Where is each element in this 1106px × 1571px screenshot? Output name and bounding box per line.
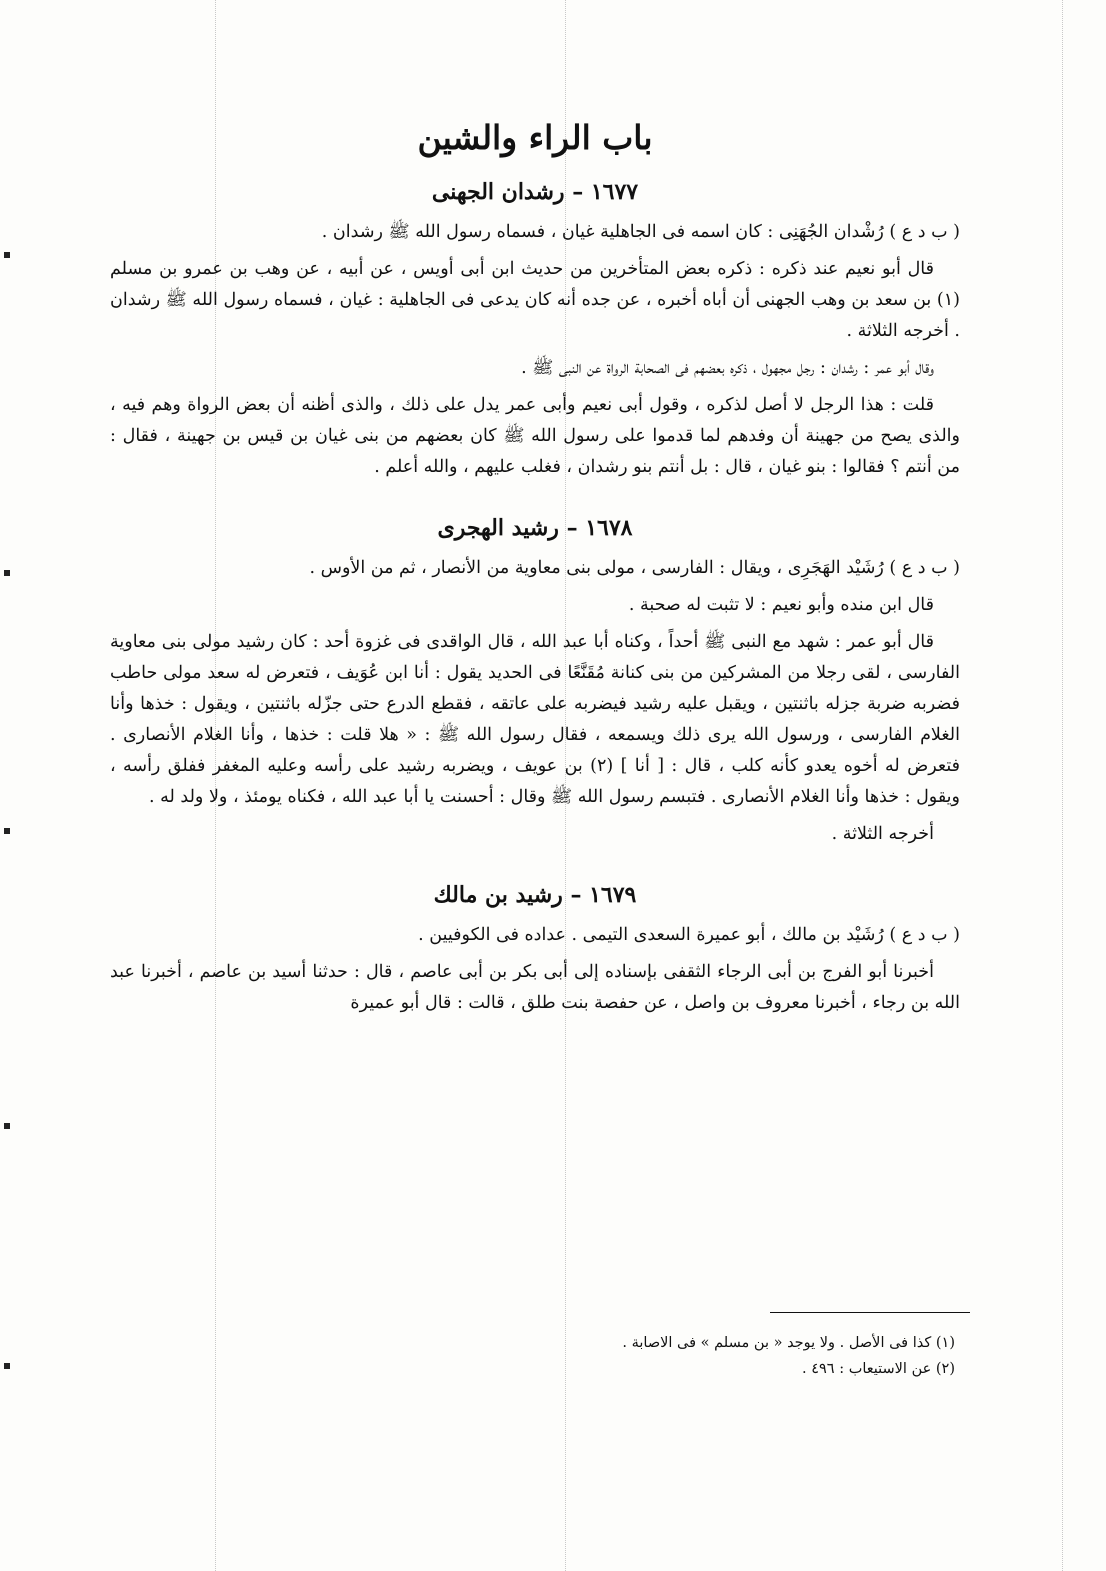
scan-mark [4, 1123, 10, 1129]
footnote: (١) كذا فى الأصل . ولا يوجد « بن مسلم » فى الاصابة . [622, 1335, 955, 1351]
entry-paragraph: وقال أبو عمر : رشدان : رجل مجهول ، ذكره بعضهم فى الصحابة الرواة عن النبى ﷺ . [521, 358, 934, 378]
scan-mark [4, 1363, 10, 1369]
scan-mark [4, 570, 10, 576]
chapter-title: باب الراء والشين [417, 118, 653, 157]
entry-paragraph: قال ابن منده وأبو نعيم : لا تثبت له صحبة . [628, 595, 934, 615]
entry-heading: ١٦٧٩ – رشيد بن مالك [433, 882, 637, 908]
entry-1678 [110, 515, 960, 850]
scan-dotted-line [1062, 0, 1064, 1571]
scan-mark [4, 828, 10, 834]
entry-paragraph: أخبرنا أبو الفرج بن أبى الرجاء الثقفى بإسناده إلى أبى بكر بن أبى عاصم ، قال : حدثنا أسيد بن عاصم ، أخبرنا عبد الله بن رجاء ، أخبرنا معروف بن واصل ، عن حفصة بنت طلق ، قالت : قال أبو عميرة [110, 962, 960, 1013]
entry-1679 [110, 882, 960, 1019]
entry-paragraph: قال أبو عمر : شهد مع النبى ﷺ أحداً ، وكناه أبا عبد الله ، قال الواقدى فى غزوة أحد : كان رشيد مولى بنى معاوية الفارسى ، لقى رجلا من المشركين من بنى كنانة مُقَنَّعًا فى الحديد يقول : أنا ابن عُوَيف ، فتعرض له سعد مولى حاطب فضربه ضربة جزله باثنتين ، ويقبل عليه رشيد فيضربه على عاتقه ، فقطع الدرع حتى جزّله باثنتين ، ويقول : خذها وأنا الغلام الفارسى ، ورسول الله يرى ذلك ويسمعه ، فقال رسول الله ﷺ : « هلا قلت : خذها ، وأنا الغلام الأنصارى . فتعرض له أخوه يعدو كأنه كلب ، قال : [ أنا ] (٢) بن عويف ، ويضربه رشيد على رأسه وعليه المغفر ففلق رأسه ، ويقول : خذها وأنا الغلام الأنصارى . فتبسم رسول الله ﷺ وقال : أحسنت يا أبا عبد الله ، فكناه يومئذ ، ولا ولد له . [110, 632, 960, 807]
footnotes [500, 1330, 955, 1382]
entry-paragraph: ( ب د ع ) رُشَيْد بن مالك ، أبو عميرة السعدى التيمى . عداده فى الكوفيين . [418, 925, 960, 945]
entry-paragraph: ( ب د ع ) رُشَيْد الهَجَرِى ، ويقال : الفارسى ، مولى بنى معاوية من الأنصار ، ثم من الأوس . [309, 558, 960, 578]
entry-paragraph: ( ب د ع ) رُشْدان الجُهَنِى : كان اسمه فى الجاهلية غيان ، فسماه رسول الله ﷺ رشدان . [321, 222, 960, 242]
entry-paragraph: أخرجه الثلاثة . [831, 824, 934, 844]
page-body [110, 118, 960, 1025]
entry-paragraph: قلت : هذا الرجل لا أصل لذكره ، وقول أبى نعيم وأبى عمر يدل على ذلك ، والذى أظنه أن بعض الرواة وهم فيه ، والذى يصح من جهينة أن وفدهم لما قدموا على رسول الله ﷺ كان بعضهم من بنى غيان بن قيس بن جهينة ، فقال : من أنتم ؟ فقالوا : بنو غيان ، قال : بل أنتم بنو رشدان ، فغلب عليهم ، والله أعلم . [110, 395, 960, 477]
entry-heading: ١٦٧٧ – رشدان الجهنى [431, 179, 639, 205]
entry-paragraph: قال أبو نعيم عند ذكره : ذكره بعض المتأخرين من حديث ابن أبى أويس ، عن أبيه ، عن وهب بن عمرو بن مسلم (١) بن سعد بن وهب الجهنى أن أباه أخبره ، عن جده أنه كان يدعى فى الجاهلية : غيان ، فسماه رسول الله ﷺ رشدان . أخرجه الثلاثة . [110, 259, 960, 341]
footnote-divider [770, 1312, 970, 1313]
entry-1677 [110, 179, 960, 483]
scan-mark [4, 252, 10, 258]
footnote: (٢) عن الاستيعاب : ٤٩٦ . [802, 1361, 955, 1377]
entry-heading: ١٦٧٨ – رشيد الهجرى [437, 515, 633, 541]
